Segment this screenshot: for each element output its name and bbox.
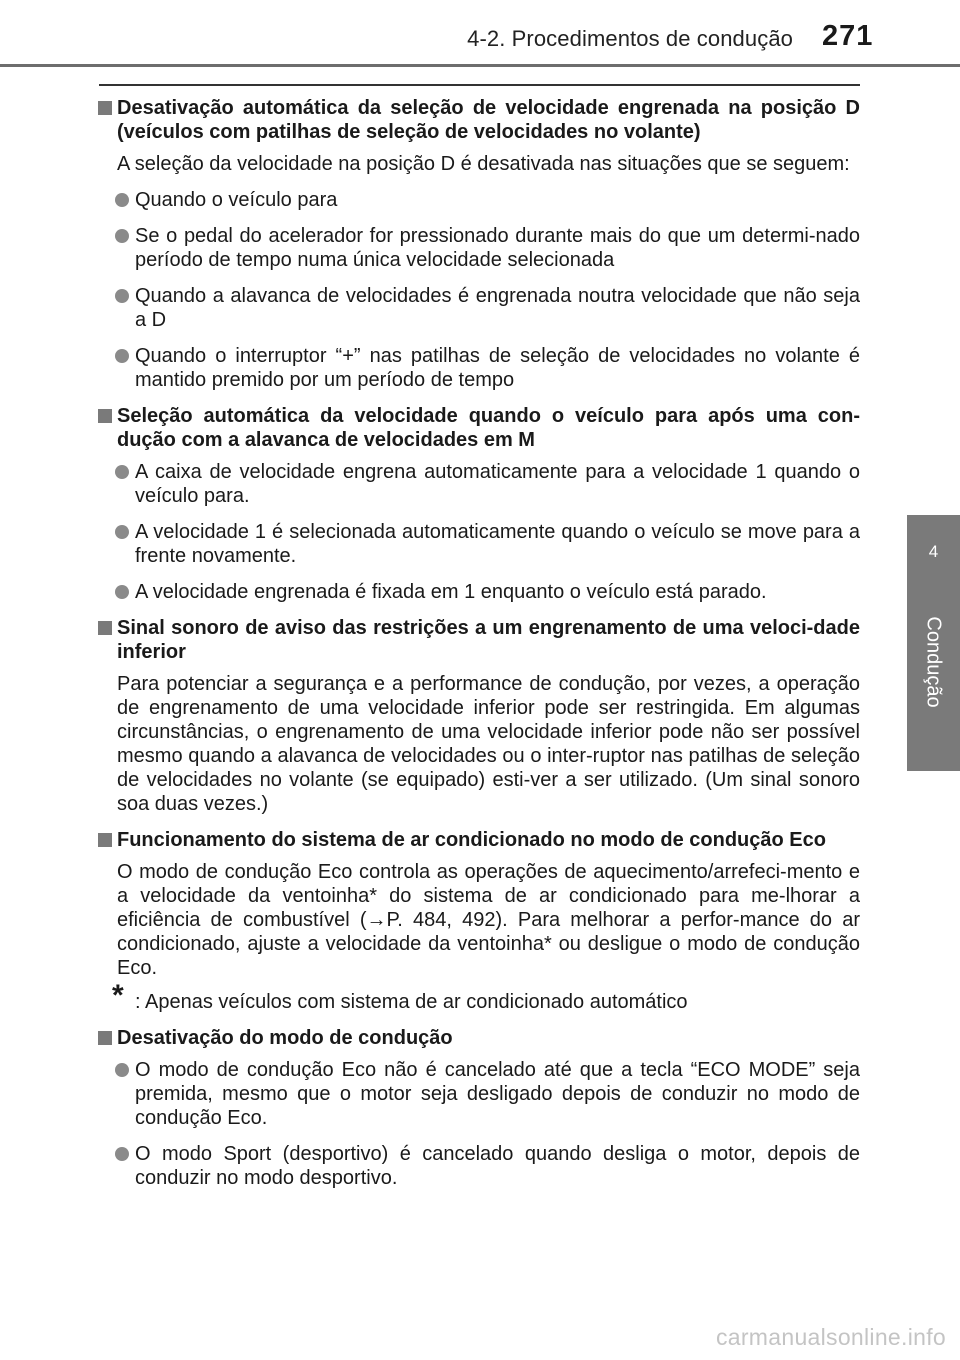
list-item <box>98 580 860 604</box>
list-item-text: O modo Sport (desportivo) é cancelado quando desliga o motor, depois de conduzir no modo desportivo. <box>135 1143 860 1189</box>
paragraph: O modo de condução Eco controla as operações de aquecimento/arrefeci-mento e a velocidade da ventoinha* do sistema de ar condicionado para me-lhorar a eficiência de combustível (→P. 484, 492). Para melhorar a perfor-mance do ar condicionado, ajuste a velocidade da ventoinha* ou desligue o modo de condução Eco. <box>117 861 860 979</box>
chapter-label: Condução <box>922 616 945 708</box>
footnote-text: : Apenas veículos com sistema de ar condicionado automático <box>135 991 688 1013</box>
round-bullet-icon <box>115 229 129 243</box>
list-item-text: Quando o interruptor “+” nas patilhas de seleção de velocidades no volante é mantido premido por um período de tempo <box>135 345 860 391</box>
round-bullet-icon <box>115 585 129 599</box>
page-number: 271 <box>822 20 874 52</box>
page-content <box>98 96 860 1202</box>
round-bullet-icon <box>115 349 129 363</box>
square-bullet-icon <box>98 1031 112 1045</box>
section-heading-text: Funcionamento do sistema de ar condicionado no modo de condução Eco <box>117 829 826 851</box>
header-section-title: 4-2. Procedimentos de condução <box>467 26 793 51</box>
round-bullet-icon <box>115 193 129 207</box>
chapter-side-tab <box>907 515 960 771</box>
list-item <box>98 1142 860 1190</box>
watermark: carmanualsonline.info <box>715 1324 946 1350</box>
square-bullet-icon <box>98 409 112 423</box>
square-bullet-icon <box>98 621 112 635</box>
square-bullet-icon <box>98 833 112 847</box>
round-bullet-icon <box>115 289 129 303</box>
square-bullet-icon <box>98 101 112 115</box>
round-bullet-icon <box>115 1147 129 1161</box>
list-item-text: Quando o veículo para <box>135 189 338 211</box>
section-heading <box>98 616 860 664</box>
list-item-text: A velocidade engrenada é fixada em 1 enquanto o veículo está parado. <box>135 581 767 603</box>
list-item-text: O modo de condução Eco não é cancelado até que a tecla “ECO MODE” seja premida, mesmo que o motor seja desligado depois de conduzir no modo de condução Eco. <box>135 1059 860 1129</box>
list-item <box>98 284 860 332</box>
chapter-number: 4 <box>928 542 939 561</box>
section-heading <box>98 96 860 144</box>
section-heading-text: Seleção automática da velocidade quando o veículo para após uma con-dução com a alavanca de velocidades em M <box>117 405 860 451</box>
section-heading-text: Desativação automática da seleção de velocidade engrenada na posição D (veículos com patilhas de seleção de velocidades no volante) <box>117 97 860 143</box>
footnote <box>98 979 860 1014</box>
list-item-text: Quando a alavanca de velocidades é engrenada noutra velocidade que não seja a D <box>135 285 860 331</box>
section-heading-text: Sinal sonoro de aviso das restrições a um engrenamento de uma veloci-dade inferior <box>117 617 860 663</box>
header-divider <box>0 64 960 67</box>
footnote-asterisk: * <box>112 979 124 1012</box>
list-item <box>98 344 860 392</box>
list-item-text: Se o pedal do acelerador for pressionado durante mais do que um determi-nado período de tempo numa única velocidade selecionada <box>135 225 860 271</box>
round-bullet-icon <box>115 465 129 479</box>
section-heading-text: Desativação do modo de condução <box>117 1027 453 1049</box>
round-bullet-icon <box>115 1063 129 1077</box>
list-item <box>98 520 860 568</box>
content-divider <box>99 84 860 86</box>
list-item <box>98 188 860 212</box>
round-bullet-icon <box>115 525 129 539</box>
section-heading <box>98 404 860 452</box>
paragraph: Para potenciar a segurança e a performance de condução, por vezes, a operação de engrenamento de uma velocidade inferior pode ser restringida. Em algumas circunstâncias, o engrenamento de uma velocidade inferior pode não ser possível mesmo quando a alavanca de velocidades ou o inter-ruptor nas patilhas de seleção de velocidades no volante (se equipado) esti-ver a ser utilizado. (Um sinal sonoro soa duas vezes.) <box>117 673 860 815</box>
list-item <box>98 460 860 508</box>
list-item-text: A caixa de velocidade engrena automaticamente para a velocidade 1 quando o veículo para. <box>135 461 860 507</box>
section-heading <box>98 1026 860 1050</box>
list-item <box>98 224 860 272</box>
list-item-text: A velocidade 1 é selecionada automaticamente quando o veículo se move para a frente novamente. <box>135 521 860 567</box>
paragraph: A seleção da velocidade na posição D é desativada nas situações que se seguem: <box>117 153 850 175</box>
section-heading <box>98 828 860 852</box>
list-item <box>98 1058 860 1130</box>
